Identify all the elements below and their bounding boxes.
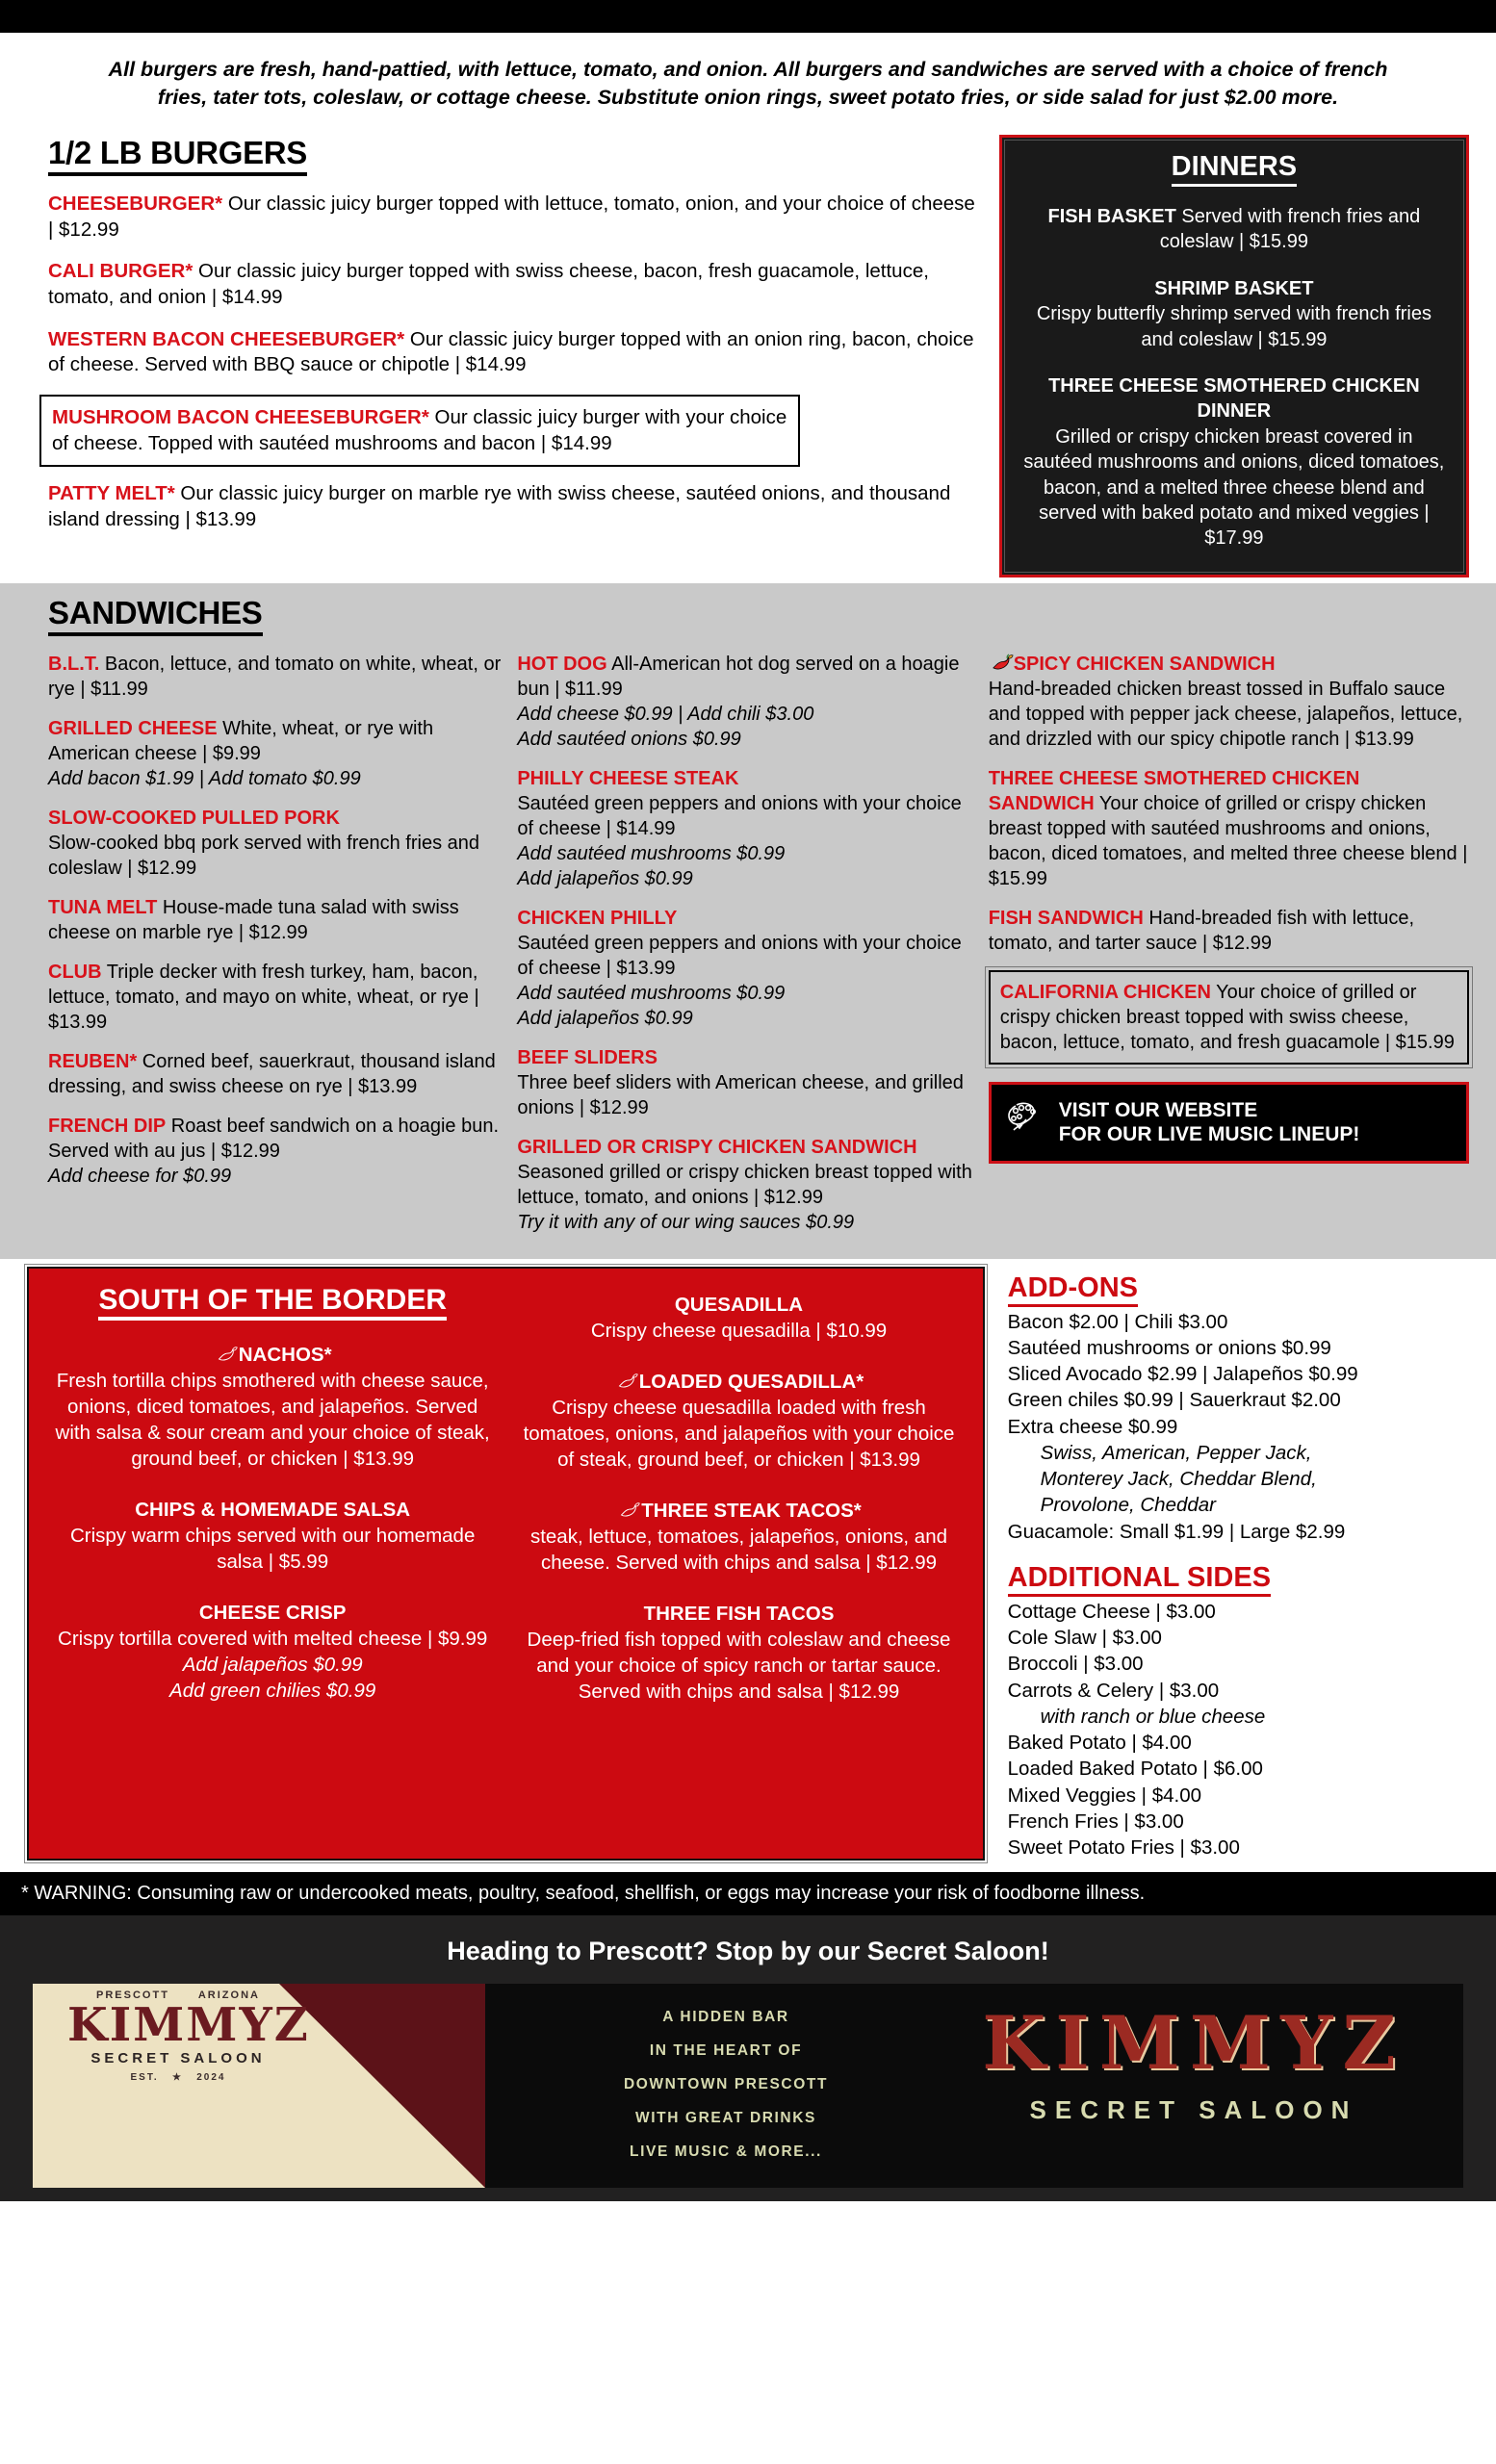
item-desc: House-made tuna salad with swiss cheese on marble rye | $12.99 (48, 896, 459, 943)
logo-est-left: EST. (130, 2071, 159, 2083)
item-name: THREE CHEESE SMOTHERED CHICKEN DINNER (1048, 374, 1420, 423)
item-name: SHRIMP BASKET (1154, 277, 1314, 299)
menu-item-hot-dog (517, 652, 978, 752)
menu-item-tuna-melt (48, 895, 507, 945)
menu-item-grilled-or-crispy-chicken-sandwich (517, 1135, 978, 1235)
addon-line: Guacamole: Small $1.99 | Large $2.99 (1007, 1520, 1346, 1543)
menu-item-fish-basket (1019, 204, 1449, 255)
item-desc: White, wheat, or rye with American cheese | $9.99 (48, 717, 434, 764)
item-name: MUSHROOM BACON CHEESEBURGER* (52, 405, 429, 428)
dinners-title: DINNERS (1172, 151, 1298, 187)
saloon-wordmark: KIMMYZ (982, 2000, 1406, 2087)
item-desc: Crispy cheese quesadilla loaded with fresh tomatoes, onions, and jalapeños with your choice of steak, ground beef, or chicken | $13.99 (523, 1396, 955, 1471)
logo-name: KIMMYZ (67, 1998, 310, 2053)
side-line: Mixed Veggies | $4.00 (1007, 1784, 1202, 1807)
item-desc: Hand-breaded fish with lettuce, tomato, and tarter sauce | $12.99 (988, 907, 1415, 954)
item-desc: Slow-cooked bbq pork served with french fries and coleslaw | $12.99 (48, 832, 480, 879)
promo-heading: Heading to Prescott? Stop by our Secret Saloon! (447, 1937, 1049, 1966)
menu-item-philly-cheese-steak (517, 766, 978, 891)
tagline-line: DOWNTOWN PRESCOTT (623, 2076, 829, 2093)
south-of-border-section (27, 1267, 985, 1861)
item-sub-2: Add jalapeños $0.99 (517, 867, 693, 889)
item-desc: steak, lettuce, tomatoes, jalapeños, onions, and cheese. Served with chips and salsa | $12.99 (529, 1526, 948, 1575)
addon-line: Sautéed mushrooms or onions $0.99 (1007, 1336, 1331, 1359)
visit-website-text (1059, 1098, 1360, 1147)
item-sub: Add sautéed mushrooms $0.99 (517, 982, 786, 1004)
sandwiches-title: SANDWICHES (48, 595, 263, 636)
menu-item-three-fish-tacos (514, 1601, 963, 1705)
menu-item-mushroom-bacon-cheeseburger-box (39, 395, 800, 467)
allergy-warning: * WARNING: Consuming raw or undercooked meats, poultry, seafood, shellfish, or eggs may increase your risk of foodborne illness. (0, 1872, 1496, 1915)
item-name: SPICY CHICKEN SANDWICH (1013, 653, 1276, 675)
item-desc: Served with french fries and coleslaw | $15.99 (1159, 206, 1421, 253)
spacer (1008, 1545, 1463, 1562)
menu-item-spicy-chicken-sandwich (989, 652, 1469, 752)
chili-pepper-icon (616, 1501, 641, 1520)
menu-item-patty-melt (48, 481, 982, 532)
menu-item-three-cheese-smothered-chicken-dinner (1019, 373, 1449, 552)
item-name: CHIPS & HOMEMADE SALSA (135, 1498, 411, 1521)
visit-website-banner[interactable] (989, 1082, 1469, 1164)
menu-item-shrimp-basket (1019, 276, 1449, 352)
menu-item-blt (48, 652, 507, 702)
item-desc: Sautéed green peppers and onions with your choice of cheese | $13.99 (517, 932, 962, 979)
item-name: QUESADILLA (674, 1293, 804, 1316)
saloon-wordmark-panel (924, 1984, 1463, 2188)
sob-column-1 (48, 1284, 497, 1838)
item-name: CALIFORNIA CHICKEN (999, 981, 1211, 1003)
item-desc: Roast beef sandwich on a hoagie bun. Served with au jus | $12.99 (48, 1115, 500, 1162)
menu-item-chips-and-salsa (48, 1497, 497, 1575)
dinners-section (999, 135, 1469, 578)
logo-subtitle: SECRET SALOON (90, 2049, 266, 2066)
menu-item-fish-sandwich (989, 906, 1469, 956)
item-desc: Crispy warm chips served with our homemade salsa | $5.99 (69, 1525, 476, 1574)
item-name: CHEESE CRISP (198, 1602, 347, 1625)
item-desc: Bacon, lettuce, and tomato on white, wheat, or rye | $11.99 (48, 653, 502, 700)
item-name: GRILLED CHEESE (48, 717, 218, 739)
side-line: Carrots & Celery | $3.00 (1007, 1679, 1220, 1702)
item-sub: Add cheese $0.99 | Add chili $3.00 (517, 703, 814, 725)
saloon-banner (33, 1984, 1463, 2188)
saloon-logo: PRESCOTT ARIZONA KIMMYZ SECRET SALOON EST. ★ 2024 (67, 1989, 310, 2083)
addon-line: Sliced Avocado $2.99 | Jalapeños $0.99 (1007, 1363, 1358, 1386)
menu-item-grilled-cheese (48, 716, 507, 791)
addons-and-sides-section (998, 1267, 1469, 1861)
menu-item-three-cheese-smothered-chicken-sandwich (989, 766, 1469, 891)
side-line: French Fries | $3.00 (1007, 1810, 1184, 1833)
south-of-border-title: SOUTH OF THE BORDER (98, 1284, 447, 1321)
sandwiches-column-1 (27, 652, 507, 1249)
item-desc: Your choice of grilled or crispy chicken breast topped with swiss cheese, bacon, lettuce, tomato, and fresh guacamole | $15.99 (999, 981, 1455, 1053)
addon-cheese-option: Monterey Jack, Cheddar Blend, (1040, 1468, 1317, 1491)
side-line: Loaded Baked Potato | $6.00 (1007, 1758, 1263, 1781)
saloon-tagline-panel (485, 1984, 924, 2188)
item-sub-2: Add jalapeños $0.99 (517, 1007, 693, 1029)
item-desc: Our classic juicy burger topped with swiss cheese, bacon, fresh guacamole, lettuce, tomato, and onion | $14.99 (48, 260, 929, 308)
item-name: WESTERN BACON CHEESEBURGER* (48, 327, 405, 350)
item-desc: Crispy butterfly shrimp served with french fries and coleslaw | $15.99 (1036, 303, 1432, 350)
tagline-line: A HIDDEN BAR (662, 2009, 789, 2026)
side-line: Sweet Potato Fries | $3.00 (1007, 1836, 1240, 1860)
item-desc: Triple decker with fresh turkey, ham, bacon, lettuce, tomato, and mayo on white, wheat, or rye | $13.99 (48, 961, 479, 1033)
item-name: REUBEN* (48, 1050, 138, 1072)
item-name: SLOW-COOKED PULLED PORK (48, 807, 340, 829)
item-desc: Seasoned grilled or crispy chicken breast topped with lettuce, tomato, and onions | $12.99 (517, 1161, 972, 1208)
saloon-logo-panel (33, 1984, 485, 2188)
item-name: CHICKEN PHILLY (517, 907, 678, 929)
sandwiches-column-3 (989, 652, 1469, 1249)
item-desc: Sautéed green peppers and onions with your choice of cheese | $14.99 (517, 792, 962, 839)
addon-line: Bacon $2.00 | Chili $3.00 (1007, 1310, 1228, 1333)
addon-line: Green chiles $0.99 | Sauerkraut $2.00 (1007, 1389, 1341, 1412)
item-desc: Crispy cheese quesadilla | $10.99 (590, 1319, 888, 1342)
menu-item-western-bacon-cheeseburger (48, 327, 982, 378)
menu-item-pulled-pork (48, 806, 507, 881)
menu-item-california-chicken-box (989, 970, 1469, 1065)
item-desc: Hand-breaded chicken breast tossed in Buffalo sauce and topped with pepper jack cheese, jalapeños, lettuce, and drizzled with our spicy chipotle ranch | $13.99 (988, 678, 1463, 750)
addon-cheese-option: Swiss, American, Pepper Jack, (1040, 1441, 1312, 1464)
website-line-2: FOR OUR LIVE MUSIC LINEUP! (1058, 1123, 1360, 1146)
logo-est-right: 2024 (196, 2071, 226, 2083)
menu-item-nachos (48, 1342, 497, 1472)
item-name: CLUB (48, 961, 102, 983)
chili-pepper-icon (614, 1372, 639, 1391)
top-black-bar (0, 0, 1496, 33)
menu-item-quesadilla (514, 1292, 963, 1344)
item-desc: Deep-fried fish topped with coleslaw and cheese and your choice of spicy ranch or tartar sauce. Served with chips and salsa | $12.99 (527, 1629, 951, 1704)
item-sub-2: Add sautéed onions $0.99 (517, 728, 741, 750)
item-name: GRILLED OR CRISPY CHICKEN SANDWICH (517, 1136, 917, 1158)
item-desc: Three beef sliders with American cheese, and grilled onions | $12.99 (517, 1071, 964, 1118)
chili-pepper-icon (214, 1345, 239, 1364)
addon-line: Extra cheese $0.99 (1007, 1415, 1178, 1438)
menu-item-cali-burger (48, 259, 982, 310)
side-line: Broccoli | $3.00 (1007, 1653, 1144, 1676)
menu-item-three-steak-tacos (514, 1498, 963, 1576)
item-desc: Crispy tortilla covered with melted cheese | $9.99 (58, 1628, 488, 1651)
top-section (0, 121, 1496, 583)
addons-title: ADD-ONS (1008, 1272, 1138, 1307)
item-name: HOT DOG (517, 653, 607, 675)
burgers-section (27, 135, 982, 578)
item-sub: Add bacon $1.99 | Add tomato $0.99 (48, 767, 361, 789)
burgers-title: 1/2 LB BURGERS (48, 135, 307, 176)
item-sub: Add jalapeños $0.99 (182, 1654, 363, 1677)
south-of-border-and-addons (0, 1259, 1496, 1867)
sandwiches-column-2 (517, 652, 978, 1249)
menu-item-club (48, 960, 507, 1035)
saloon-wordmark-sub: SECRET SALOON (1029, 2095, 1358, 2125)
item-desc: Corned beef, sauerkraut, thousand island dressing, and swiss cheese on rye | $13.99 (48, 1050, 496, 1097)
item-name: BEEF SLIDERS (517, 1046, 658, 1068)
menu-intro-text: All burgers are fresh, hand-pattied, with lettuce, tomato, and onion. All burgers and sandwiches are served with a choice of french fries, tater tots, coleslaw, or cottage cheese. Substitute onion rings, sweet potato fries, or side salad for just $2.00 more. (108, 58, 1388, 110)
menu-item-cheese-crisp (48, 1600, 497, 1704)
menu-item-beef-sliders (517, 1045, 978, 1120)
logo-arc-right: ARIZONA (197, 1989, 260, 2002)
menu-item-reuben (48, 1049, 507, 1099)
side-note: with ranch or blue cheese (1040, 1705, 1266, 1728)
additional-sides-title: ADDITIONAL SIDES (1008, 1562, 1271, 1597)
promo-section (0, 1915, 1496, 2201)
side-line: Baked Potato | $4.00 (1007, 1732, 1192, 1755)
sob-column-2 (514, 1284, 963, 1838)
addon-cheese-option: Provolone, Cheddar (1040, 1494, 1216, 1517)
item-name: FISH BASKET (1047, 206, 1176, 228)
item-name: THREE FISH TACOS (643, 1603, 835, 1626)
item-name: CHEESEBURGER* (48, 192, 223, 216)
tagline-line: LIVE MUSIC & MORE... (630, 2143, 822, 2161)
website-line-1: VISIT OUR WEBSITE (1058, 1098, 1258, 1121)
item-sub: Try it with any of our wing sauces $0.99 (517, 1211, 855, 1233)
item-name: LOADED QUESADILLA* (638, 1370, 864, 1393)
tagline-line: WITH GREAT DRINKS (635, 2110, 816, 2127)
item-name: TUNA MELT (48, 896, 158, 918)
item-sub: Add cheese for $0.99 (48, 1165, 232, 1187)
menu-item-loaded-quesadilla (514, 1369, 963, 1473)
item-name: B.L.T. (48, 653, 100, 675)
item-name: FRENCH DIP (48, 1115, 167, 1137)
menu-item-cheeseburger (48, 192, 982, 243)
menu-item-french-dip (48, 1114, 507, 1189)
tagline-line: IN THE HEART OF (649, 2042, 803, 2060)
sandwiches-section (0, 583, 1496, 1259)
item-name: CALI BURGER* (48, 260, 193, 283)
item-name: THREE STEAK TACOS* (641, 1500, 862, 1522)
menu-item-chicken-philly (517, 906, 978, 1031)
item-desc: Our classic juicy burger topped with lettuce, tomato, onion, and your choice of cheese | $12.99 (48, 192, 975, 241)
item-desc: Fresh tortilla chips smothered with cheese sauce, onions, diced tomatoes, and jalapeños. Served with salsa & sour cream and your choice of steak, ground beef, or chicken | $13.99 (55, 1369, 490, 1470)
item-desc: Your choice of grilled or crispy chicken breast topped with sautéed mushrooms and onions, bacon, diced tomatoes, and melted three cheese blend | $15.99 (988, 792, 1468, 889)
item-sub: Add sautéed mushrooms $0.99 (517, 842, 786, 864)
item-desc: All-American hot dog served on a hoagie bun | $11.99 (517, 653, 960, 700)
item-name: PHILLY CHEESE STEAK (517, 767, 739, 789)
item-sub-2: Add green chilies $0.99 (169, 1680, 376, 1703)
chili-pepper-icon (989, 654, 1014, 673)
item-desc: Our classic juicy burger topped with an onion ring, bacon, choice of cheese. Served with BBQ sauce or chipotle | $14.99 (48, 327, 974, 376)
side-line: Cole Slaw | $3.00 (1007, 1627, 1162, 1650)
item-name: THREE CHEESE SMOTHERED CHICKEN SANDWICH (988, 767, 1360, 814)
item-desc: Grilled or crispy chicken breast covered in sautéed mushrooms and onions, diced tomatoes, bacon, and a melted three cheese blend and served with baked potato and mixed veggies | $17.99 (1023, 425, 1445, 550)
item-name: FISH SANDWICH (988, 907, 1144, 929)
item-desc: Our classic juicy burger on marble rye with swiss cheese, sautéed onions, and thousand island dressing | $13.99 (48, 482, 951, 530)
item-name: NACHOS* (238, 1343, 332, 1366)
logo-arc-left: PRESCOTT (96, 1989, 169, 2002)
side-line: Cottage Cheese | $3.00 (1007, 1600, 1216, 1623)
guitar-headstock-icon (1003, 1099, 1047, 1146)
item-desc: Our classic juicy burger with your choice of cheese. Topped with sautéed mushrooms and bacon | $14.99 (52, 405, 787, 454)
item-name: PATTY MELT* (48, 482, 175, 505)
